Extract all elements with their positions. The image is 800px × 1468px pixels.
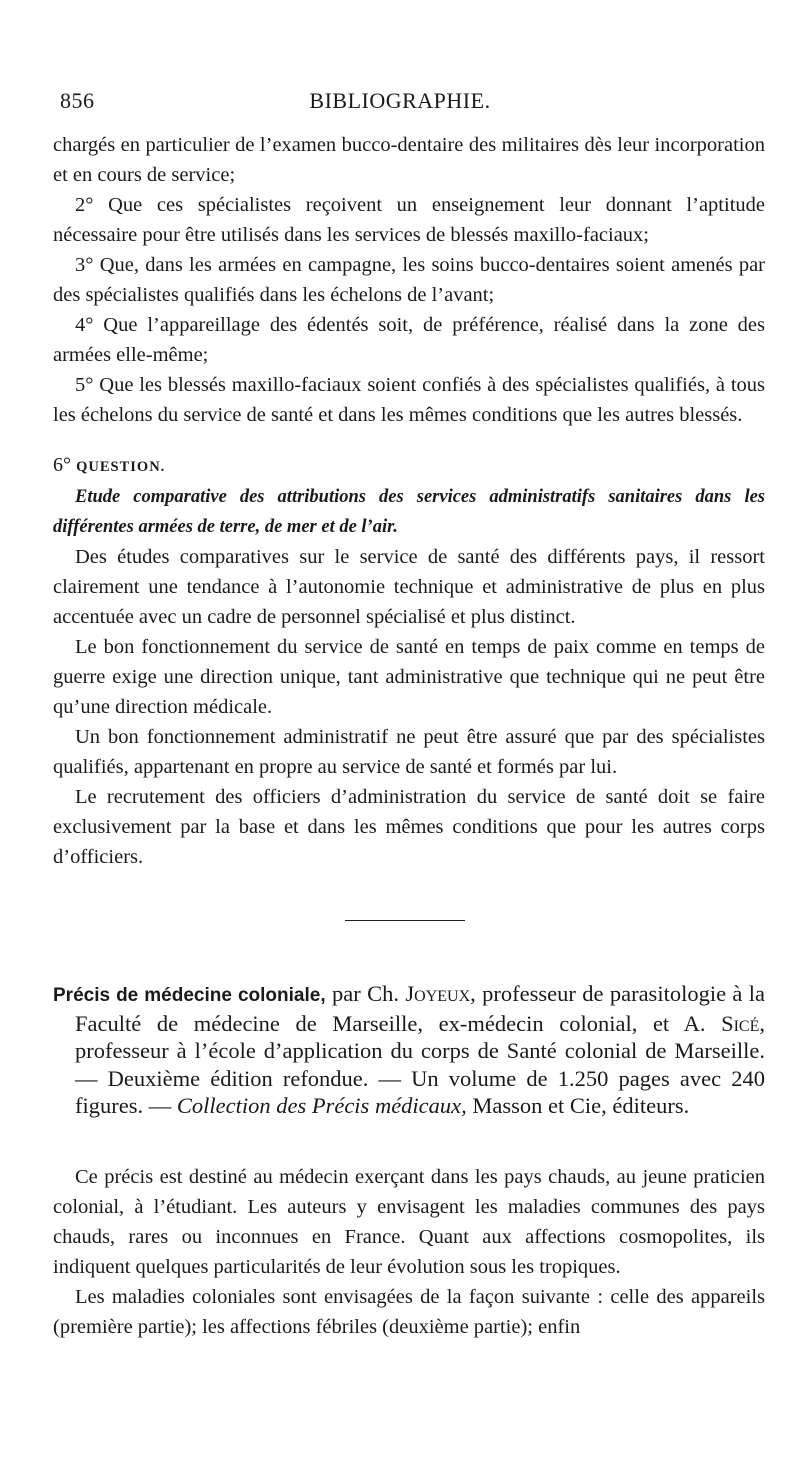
resolution-item-2: 2° Que ces spécialistes reçoivent un enseignement leur donnant l’aptitude nécessaire pour être utilisés dans les services de blessés maxillo-faciaux; bbox=[53, 194, 765, 246]
question-paragraph: Un bon fonctionnement administratif ne peut être assuré que par des spécialistes qualifiés, appartenant en propre au service de santé et formés par lui. bbox=[53, 726, 765, 778]
question-title: Etude comparative des attributions des services administratifs sanitaires dans les différentes armées de terre, de mer et de l’air. bbox=[53, 487, 765, 537]
resolution-item-3: 3° Que, dans les armées en campagne, les soins bucco-dentaires soient amenés par des spécialistes qualifiés dans les échelons de l’avant; bbox=[53, 254, 765, 306]
author-description: , professeur à l’école d’application du corps de Santé colonial de Marseille. — Deuxième édition refondue. — Un volume de 1.250 pages avec 240 figures. — bbox=[75, 1010, 766, 1118]
author-name: Sicé bbox=[721, 1010, 760, 1036]
book-citation bbox=[53, 980, 765, 1120]
question-paragraph: Le bon fonctionnement du service de santé en temps de paix comme en temps de guerre exige une direction unique, tant administrative que technique qui ne peut être qu’une direction médicale. bbox=[53, 636, 765, 718]
book-review bbox=[53, 1162, 765, 1342]
page-header bbox=[60, 88, 740, 118]
review-paragraph: Ce précis est destiné au médecin exerçant dans les pays chauds, au jeune praticien colonial, à l’étudiant. Les auteurs y envisagent les maladies communes des pays chauds, rares ou inconnues en France. Quant aux affections cosmopolites, ils indiquent quelques particularités de leur évolution sous les tropiques. bbox=[53, 1166, 765, 1278]
question-paragraph: Le recrutement des officiers d’administration du service de santé doit se faire exclusivement par la base et dans les mêmes conditions que pour les autres corps d’officiers. bbox=[53, 786, 765, 868]
page-number: 856 bbox=[60, 88, 95, 113]
resolution-item-5: 5° Que les blessés maxillo-faciaux soient confiés à des spécialistes qualifiés, à tous les échelons du service de santé et dans les mêmes conditions que les autres blessés. bbox=[53, 374, 765, 426]
section-divider bbox=[345, 920, 465, 921]
book-title: Précis de médecine coloniale, bbox=[53, 985, 326, 1006]
publisher: Masson et Cie, éditeurs. bbox=[472, 1093, 690, 1118]
question-paragraph: Des études comparatives sur le service de santé des différents pays, il ressort clairement une tendance à l’autonomie technique et administrative de plus en plus accentuée avec un cadre de personnel spécialisé et plus distinct. bbox=[53, 546, 765, 628]
resolution-item-4: 4° Que l’appareillage des édentés soit, de préférence, réalisé dans la zone des armées elle-même; bbox=[53, 314, 765, 366]
question-number: 6° bbox=[53, 454, 71, 476]
citation-text bbox=[53, 980, 765, 1120]
question-heading bbox=[53, 450, 765, 482]
running-title: BIBLIOGRAPHIE. bbox=[309, 88, 491, 113]
review-paragraph: Les maladies coloniales sont envisagées de la façon suivante : celle des appareils (première partie); les affections fébriles (deuxième partie); enfin bbox=[53, 1286, 765, 1338]
resolution-lead-in: chargés en particulier de l’examen bucco-dentaire des militaires dès leur incorporation et en cours de service; bbox=[53, 134, 765, 186]
author-name: Joyeux bbox=[405, 981, 471, 1006]
question-6-section bbox=[53, 450, 765, 872]
author-description: , professeur de parasitologie à la Faculté de médecine de Marseille, ex-médecin colonial, et A. bbox=[75, 981, 766, 1036]
question-label: QUESTION. bbox=[76, 459, 166, 475]
citation-by: par Ch. bbox=[332, 981, 399, 1006]
resolutions-list bbox=[53, 130, 765, 430]
collection-name: Collection des Précis médicaux, bbox=[176, 1093, 467, 1118]
